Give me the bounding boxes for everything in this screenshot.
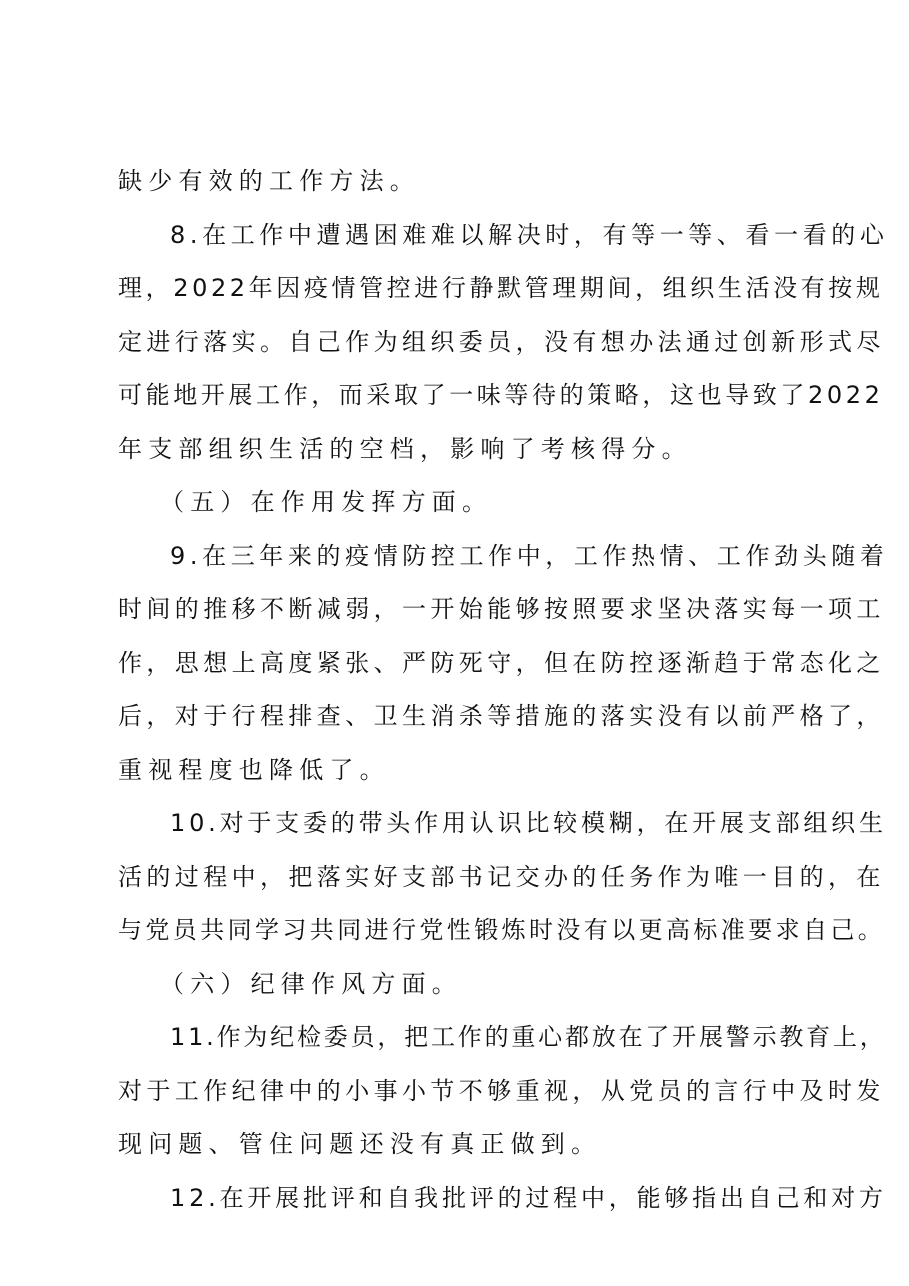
text-line: 对于工作纪律中的小事小节不够重视，从党员的言行中及时发 <box>118 1077 885 1105</box>
text-line: 9.在三年来的疫情防控工作中，工作热情、工作劲头随着 <box>170 542 889 570</box>
text-line: 活的过程中，把落实好支部书记交办的任务作为唯一目的，在 <box>118 863 885 891</box>
text-line: 11.作为纪检委员，把工作的重心都放在了开展警示教育上， <box>170 1023 887 1051</box>
text-line: 10.对于支委的带头作用认识比较模糊，在开展支部组织生 <box>170 809 887 837</box>
text-line: 8.在工作中遭遇困难难以解决时，有等一等、看一看的心 <box>170 221 889 249</box>
text-line: 作，思想上高度紧张、严防死守，但在防控逐渐趋于常态化之 <box>118 649 885 677</box>
text-line: 12.在开展批评和自我批评的过程中，能够指出自己和对方 <box>170 1184 887 1212</box>
text-line: 后，对于行程排查、卫生消杀等措施的落实没有以前严格了， <box>118 702 885 730</box>
text-line: 现问题、管住问题还没有真正做到。 <box>118 1130 602 1158</box>
text-line: 可能地开展工作，而采取了一味等待的策略，这也导致了2022 <box>118 381 884 409</box>
text-line: 理，2022年因疫情管控进行静默管理期间，组织生活没有按规 <box>118 274 884 302</box>
section-heading: （五）在作用发挥方面。 <box>160 488 493 516</box>
text-line: 与党员共同学习共同进行党性锻炼时没有以更高标准要求自己。 <box>118 916 886 944</box>
text-line: 重视程度也降低了。 <box>118 756 390 784</box>
section-heading: （六）纪律作风方面。 <box>160 970 462 998</box>
text-line: 定进行落实。自己作为组织委员，没有想办法通过创新形式尽 <box>118 328 885 356</box>
text-line: 缺少有效的工作方法。 <box>118 167 420 195</box>
text-line: 年支部组织生活的空档，影响了考核得分。 <box>118 435 692 463</box>
text-line: 时间的推移不断减弱，一开始能够按照要求坚决落实每一项工 <box>118 595 885 623</box>
